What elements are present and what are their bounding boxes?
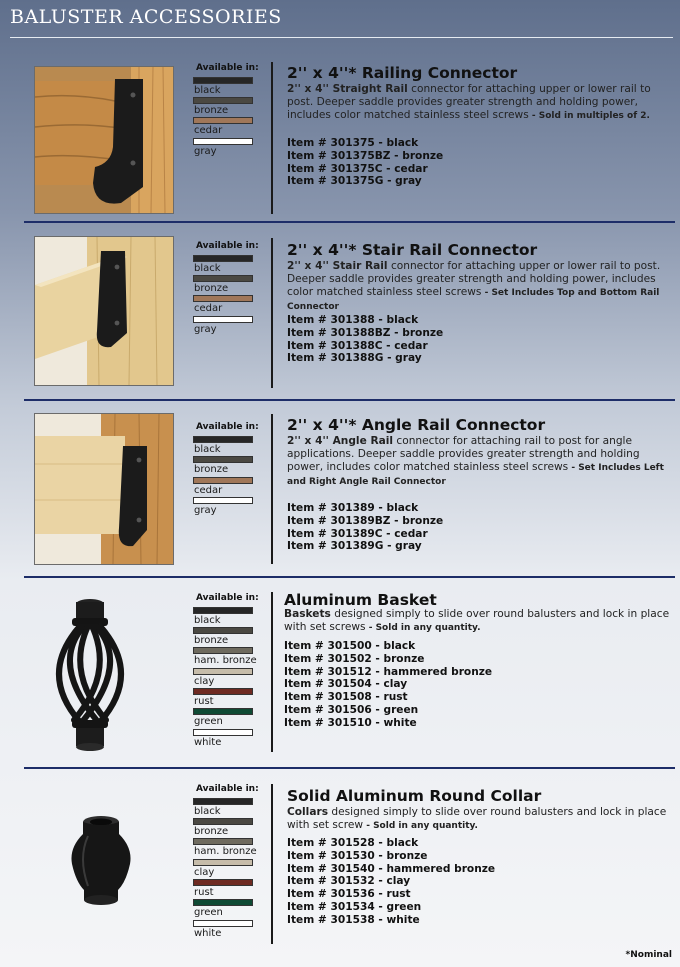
color-label: bronze [194, 826, 229, 837]
swatch-white [193, 729, 253, 736]
desc-note: - Set Includes Top and Bottom Rail Connector [287, 288, 660, 312]
item-number: Item # 301508 - rust [284, 691, 408, 704]
color-label: black [194, 85, 221, 96]
desc-note: - Set Includes Left and Right Angle Rail Connector [287, 463, 664, 487]
color-label: rust [194, 696, 214, 707]
product-title: 2'' x 4''* Angle Rail Connector [287, 416, 546, 434]
swatch-clay [193, 859, 253, 866]
column-divider [271, 238, 273, 388]
swatch-gray [193, 316, 253, 323]
stair-rail-connector-photo [34, 236, 174, 386]
item-number: Item # 301536 - rust [287, 888, 411, 901]
desc-text: designed simply to slide over round balusters and lock in place with set screw [287, 806, 667, 831]
swatch-gray [193, 138, 253, 145]
angle-rail-connector-photo [34, 413, 174, 565]
desc-text: connector for attaching upper or lower rail to post. Deeper saddle provides greater strength and holding power, includes color matched stainless steel screws [287, 260, 661, 298]
color-label: rust [194, 887, 214, 898]
swatch-gray [193, 497, 253, 504]
item-number: Item # 301500 - black [284, 640, 416, 652]
item-number: Item # 301389C - cedar [287, 527, 428, 540]
column-divider [271, 592, 273, 752]
column-divider [271, 414, 273, 564]
color-label: clay [194, 676, 215, 687]
product-description [284, 608, 674, 635]
available-in-label: Available in: [196, 593, 259, 603]
item-number: Item # 301540 - hammered bronze [287, 862, 496, 875]
item-number: Item # 301388 - black [287, 314, 419, 326]
desc-bold: 2'' x 4'' Straight Rail [287, 83, 408, 95]
color-label: gray [194, 324, 217, 335]
item-number: Item # 301389BZ - bronze [287, 514, 444, 527]
product-title: 2'' x 4''* Stair Rail Connector [287, 241, 538, 259]
item-number: Item # 301506 - green [284, 703, 419, 716]
item-number: Item # 301534 - green [287, 900, 422, 913]
swatch-white [193, 920, 253, 927]
item-number: Item # 301532 - clay [287, 875, 411, 888]
aluminum-basket-photo [40, 594, 140, 754]
swatch-black [193, 798, 253, 805]
item-number: Item # 301388BZ - bronze [287, 326, 444, 339]
swatch-green [193, 899, 253, 906]
railing-connector-photo [34, 66, 174, 214]
swatch-clay [193, 668, 253, 675]
section-divider [24, 576, 675, 578]
swatch-hammered-bronze [193, 647, 253, 654]
section-divider [24, 399, 675, 401]
desc-text: connector for attaching upper or lower rail to post. Deeper saddle provides greater strength and holding power, includes color matched stainless steel screws [287, 83, 651, 121]
swatch-bronze [193, 456, 253, 463]
color-label: white [194, 737, 222, 748]
desc-bold: 2'' x 4'' Angle Rail [287, 435, 394, 447]
color-label: gray [194, 146, 217, 157]
product-title: Solid Aluminum Round Collar [287, 787, 542, 805]
color-label: black [194, 444, 221, 455]
header-rule [10, 37, 673, 38]
color-label: bronze [194, 283, 229, 294]
item-number: Item # 301504 - clay [284, 678, 408, 691]
item-number: Item # 301502 - bronze [284, 652, 425, 665]
item-list [287, 502, 443, 553]
color-label: green [194, 716, 223, 727]
swatch-cedar [193, 477, 253, 484]
item-number: Item # 301389 - black [287, 502, 419, 514]
available-in-label: Available in: [196, 241, 259, 251]
color-label: black [194, 806, 221, 817]
section-divider [24, 767, 675, 769]
color-label: black [194, 263, 221, 274]
swatch-rust [193, 688, 253, 695]
desc-text: connector for attaching rail to post for angle applications. Deeper saddle provides greater strength and holding power, includes color matched stainless steel screws [287, 435, 640, 473]
desc-note: - Sold in any quantity. [363, 821, 478, 831]
color-label: bronze [194, 635, 229, 646]
product-description [287, 435, 677, 489]
color-label: bronze [194, 464, 229, 475]
item-list [287, 137, 443, 188]
item-number: Item # 301375G - gray [287, 175, 422, 188]
color-label: gray [194, 505, 217, 516]
item-list [287, 314, 443, 365]
desc-note: - Sold in any quantity. [365, 623, 481, 633]
color-label: white [194, 928, 222, 939]
product-description [287, 83, 677, 123]
swatch-bronze [193, 97, 253, 104]
item-number: Item # 301512 - hammered bronze [284, 665, 493, 678]
color-label: green [194, 907, 223, 918]
swatch-cedar [193, 117, 253, 124]
item-number: Item # 301538 - white [287, 913, 420, 926]
desc-bold: Collars [287, 806, 328, 818]
item-number: Item # 301388G - gray [287, 352, 422, 365]
item-list [284, 640, 492, 730]
page-header [0, 0, 680, 38]
swatch-black [193, 77, 253, 84]
item-number: Item # 301530 - bronze [287, 849, 428, 862]
color-label: cedar [194, 485, 223, 496]
page-title: BALUSTER ACCESSORIES [10, 6, 282, 28]
swatch-bronze [193, 627, 253, 634]
column-divider [271, 62, 273, 214]
swatch-black [193, 436, 253, 443]
color-label: ham. bronze [194, 846, 257, 857]
item-number: Item # 301389G - gray [287, 540, 422, 553]
available-in-label: Available in: [196, 63, 259, 73]
swatch-bronze [193, 275, 253, 282]
swatch-black [193, 607, 253, 614]
product-description [287, 260, 677, 314]
product-title: Aluminum Basket [284, 591, 437, 609]
item-number: Item # 301375C - cedar [287, 162, 428, 175]
color-label: cedar [194, 125, 223, 136]
desc-note: - Sold in multiples of 2. [528, 111, 650, 121]
available-in-label: Available in: [196, 422, 259, 432]
swatch-black [193, 255, 253, 262]
color-label: bronze [194, 105, 229, 116]
item-number: Item # 301510 - white [284, 716, 417, 729]
swatch-cedar [193, 295, 253, 302]
swatch-hammered-bronze [193, 838, 253, 845]
product-description [287, 806, 677, 833]
available-in-label: Available in: [196, 784, 259, 794]
item-number: Item # 301388C - cedar [287, 339, 428, 352]
item-list [287, 837, 495, 927]
swatch-green [193, 708, 253, 715]
item-number: Item # 301375 - black [287, 137, 419, 149]
section-divider [24, 221, 675, 223]
color-label: clay [194, 867, 215, 878]
color-label: black [194, 615, 221, 626]
round-collar-photo [66, 812, 136, 908]
swatch-bronze [193, 818, 253, 825]
product-title: 2'' x 4''* Railing Connector [287, 64, 518, 82]
color-label: ham. bronze [194, 655, 257, 666]
swatch-rust [193, 879, 253, 886]
color-label: cedar [194, 303, 223, 314]
desc-text: designed simply to slide over round balusters and lock in place with set screws [284, 608, 670, 633]
desc-bold: Baskets [284, 608, 331, 620]
desc-bold: 2'' x 4'' Stair Rail [287, 260, 388, 272]
nominal-footnote: *Nominal [625, 950, 672, 960]
item-number: Item # 301375BZ - bronze [287, 149, 444, 162]
item-number: Item # 301528 - black [287, 837, 419, 849]
column-divider [271, 784, 273, 944]
